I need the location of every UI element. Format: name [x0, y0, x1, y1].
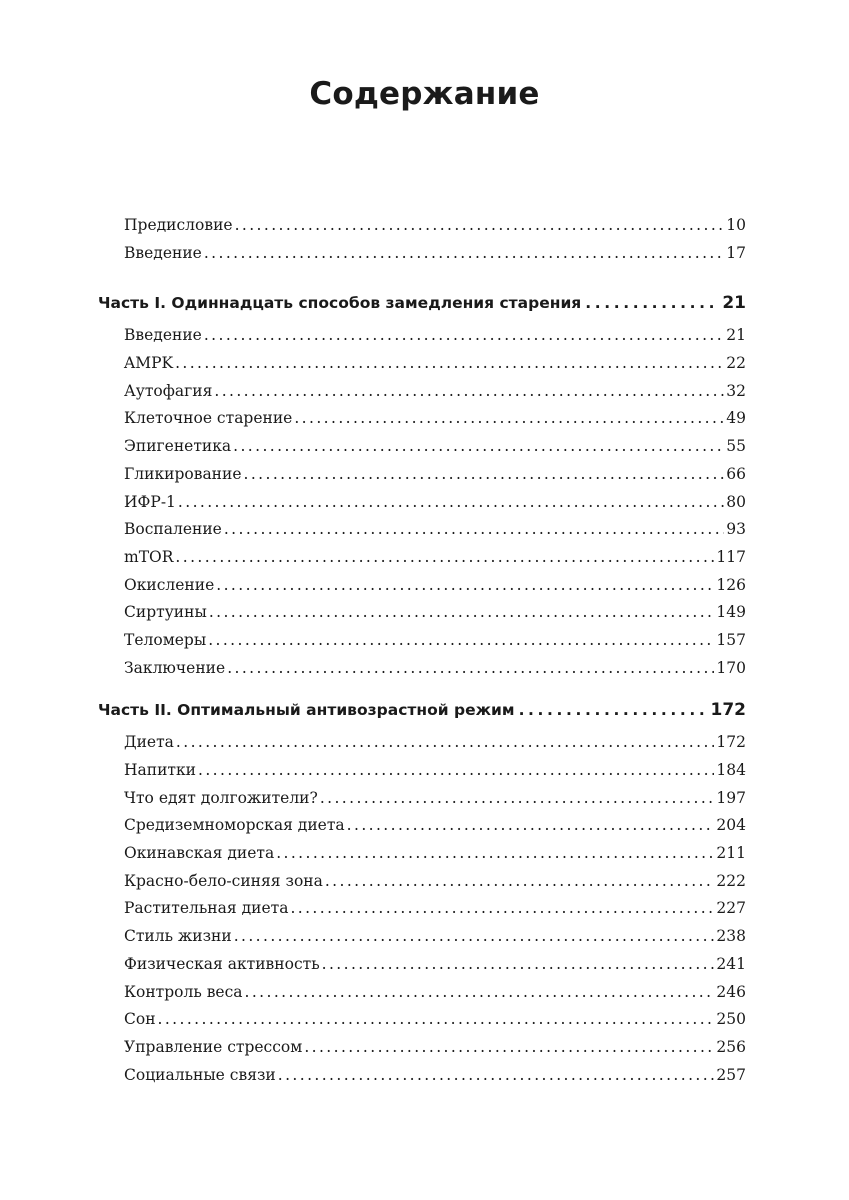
toc-entry-page: 32 — [726, 381, 746, 400]
toc-entry[interactable] — [0, 461, 849, 489]
toc-entry-page: 222 — [716, 871, 746, 890]
toc-entry-label: Воспаление — [124, 520, 222, 539]
toc-entry-label: Средиземноморская диета — [124, 816, 345, 835]
toc-entry-label: Управление стрессом — [124, 1037, 303, 1056]
toc-entry-label: Предисловие — [124, 216, 233, 234]
toc-entry-page: 197 — [716, 788, 746, 807]
toc-entry-label: ИФР-1 — [124, 492, 176, 511]
toc-entry[interactable] — [0, 489, 849, 517]
toc-entry[interactable] — [0, 544, 849, 572]
toc-entry[interactable] — [0, 951, 849, 979]
toc-entry-page: 149 — [716, 603, 746, 622]
dot-leader — [278, 1062, 715, 1090]
dot-leader — [175, 544, 714, 572]
toc-entry-preface[interactable] — [0, 212, 849, 240]
toc-entry[interactable] — [0, 1006, 849, 1034]
dot-leader — [325, 868, 715, 896]
dot-leader — [294, 405, 724, 433]
toc-entry-label: Гликирование — [124, 464, 242, 483]
toc-entry[interactable] — [0, 729, 849, 757]
toc-entry[interactable] — [0, 785, 849, 813]
toc-entry-page: 172 — [716, 733, 746, 752]
table-of-contents — [0, 212, 849, 1089]
dot-leader — [216, 572, 714, 600]
toc-entry-label: Напитки — [124, 761, 197, 779]
toc-entry-page: 66 — [726, 464, 746, 483]
dot-leader — [175, 350, 724, 378]
dot-leader — [322, 951, 715, 979]
toc-entry[interactable] — [0, 923, 849, 951]
toc-entry-page: 170 — [716, 658, 746, 677]
toc-entry-page: 126 — [716, 575, 746, 594]
dot-leader — [224, 516, 724, 544]
toc-entry-label: Теломеры — [124, 630, 207, 649]
part-page: 21 — [722, 293, 746, 314]
toc-entry[interactable] — [0, 405, 849, 433]
dot-leader — [519, 696, 707, 724]
toc-entry-page: 246 — [716, 982, 746, 1001]
toc-entry-label: Аутофагия — [124, 381, 213, 400]
dot-leader — [290, 895, 714, 923]
dot-leader — [244, 461, 725, 489]
toc-entry-page: 93 — [726, 520, 746, 539]
toc-entry-page: 256 — [716, 1037, 746, 1056]
toc-entry[interactable] — [0, 868, 849, 896]
toc-entry-label: mTOR — [124, 547, 174, 566]
toc-entry[interactable] — [0, 627, 849, 655]
toc-entry[interactable] — [0, 433, 849, 461]
toc-entry-label: Стиль жизни — [124, 927, 232, 946]
toc-entry-page: 49 — [726, 409, 746, 428]
toc-part-2-heading[interactable] — [0, 696, 849, 724]
toc-entry-page: 22 — [726, 354, 746, 373]
dot-leader — [176, 729, 714, 757]
toc-entry-label: Введение — [124, 326, 202, 345]
toc-entry-label: Окисление — [124, 575, 215, 594]
toc-entry[interactable] — [0, 378, 849, 406]
page-title: Содержание — [309, 76, 540, 112]
toc-entry[interactable] — [0, 655, 849, 683]
toc-entry-label: Растительная диета — [124, 899, 289, 918]
toc-entry-label: Введение — [124, 243, 202, 262]
toc-entry-page: 241 — [716, 954, 746, 973]
toc-entry-label: Социальные связи — [124, 1065, 276, 1084]
toc-entry-label: Сон — [124, 1010, 156, 1029]
toc-entry-page: 80 — [726, 492, 746, 511]
dot-leader — [204, 240, 724, 268]
toc-entry-page: 55 — [726, 437, 746, 456]
dot-leader — [158, 1006, 715, 1034]
toc-entry-label: Клеточное старение — [124, 409, 293, 428]
toc-entry-page: 257 — [716, 1065, 746, 1084]
dot-leader — [198, 757, 714, 785]
part-title: Часть II. Оптимальный антивозрастной режим — [98, 701, 515, 720]
dot-leader — [214, 378, 724, 406]
dot-leader — [234, 923, 715, 951]
dot-leader — [276, 840, 714, 868]
part-page: 172 — [710, 700, 746, 721]
dot-leader — [347, 812, 715, 840]
toc-entry-label: Красно-бело-синяя зона — [124, 871, 323, 890]
dot-leader — [320, 785, 715, 813]
toc-entry-page: 250 — [716, 1010, 746, 1029]
toc-entry[interactable] — [0, 599, 849, 627]
dot-leader — [208, 627, 714, 655]
toc-part-1-heading[interactable] — [0, 289, 849, 317]
toc-entry[interactable] — [0, 840, 849, 868]
toc-entry-page: 238 — [716, 927, 746, 946]
toc-entry-label: Что едят долгожители? — [124, 788, 318, 807]
toc-entry[interactable] — [0, 350, 849, 378]
toc-entry-label: Окинавская диета — [124, 844, 275, 863]
toc-entry-page: 21 — [726, 326, 746, 345]
dot-leader — [245, 979, 715, 1007]
toc-entry-label: Заключение — [124, 658, 226, 677]
toc-entry-label: Диета — [124, 733, 174, 752]
toc-entry[interactable] — [0, 1062, 849, 1090]
dot-leader — [204, 322, 724, 350]
dot-leader — [235, 212, 725, 240]
toc-entry-page: 10 — [726, 216, 746, 234]
toc-entry[interactable] — [0, 572, 849, 600]
toc-entry-label: Сиртуины — [124, 603, 207, 622]
toc-entry[interactable] — [0, 979, 849, 1007]
dot-leader — [304, 1034, 714, 1062]
toc-entry-label: Эпигенетика — [124, 437, 232, 456]
dot-leader — [227, 655, 714, 683]
toc-entry-page: 227 — [716, 899, 746, 918]
toc-entry[interactable] — [0, 895, 849, 923]
toc-entry[interactable] — [0, 757, 849, 785]
dot-leader — [233, 433, 724, 461]
toc-entry-page: 17 — [726, 243, 746, 262]
toc-entry[interactable] — [0, 516, 849, 544]
toc-entry[interactable] — [0, 812, 849, 840]
toc-entry-page: 117 — [716, 547, 746, 566]
toc-entry-page: 204 — [716, 816, 746, 835]
part-title: Часть I. Одиннадцать способов замедления старения — [98, 294, 582, 313]
toc-entry-introduction[interactable] — [0, 240, 849, 268]
toc-entry-label: Физическая активность — [124, 954, 320, 973]
dot-leader — [585, 289, 718, 317]
dot-leader — [209, 599, 715, 627]
toc-entry-label: AMPK — [124, 354, 174, 373]
toc-entry-page: 157 — [716, 630, 746, 649]
toc-entry[interactable] — [0, 322, 849, 350]
dot-leader — [178, 489, 724, 517]
toc-entry-page: 211 — [716, 844, 746, 863]
toc-entry-label: Контроль веса — [124, 982, 243, 1001]
toc-entry-page: 184 — [716, 761, 746, 779]
toc-entry[interactable] — [0, 1034, 849, 1062]
